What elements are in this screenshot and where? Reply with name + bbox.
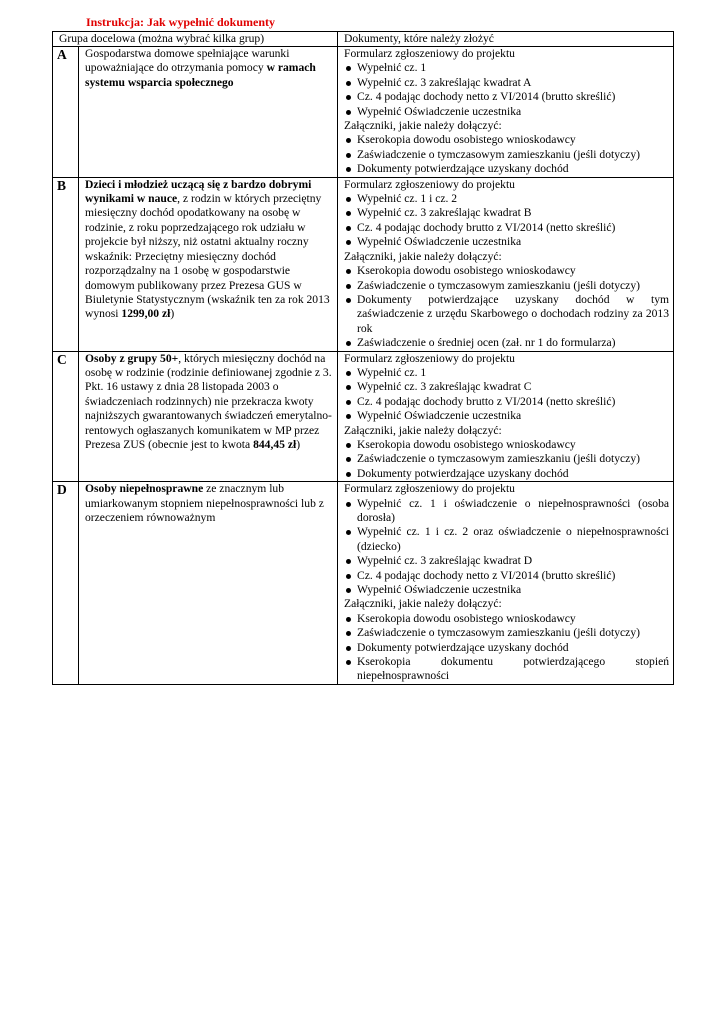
group-text: , z rodzin w których przeciętny miesięczny dochód opodatkowany na osobę w rodzinie, z roku poprzedzającego rok udziału w projekcie był niższy, niż ostatni aktualny roczny wskaźnik: Przeciętny miesięczny dochód rozporządzalny na 1 osobę w gospodarstwie domowym publikowany przez Prezesa GUS w Biuletynie Statystycznym (wskaźnik ten za rok 2013 wynosi <box>85 192 330 321</box>
form-label: Formularz zgłoszeniowy do projektu <box>344 482 515 496</box>
list-item: Wypełnić cz. 1 i cz. 2 oraz oświadczenie o niepełnosprawności (dziecko) <box>344 525 669 554</box>
list-item: Wypełnić cz. 1 i oświadczenie o niepełnosprawności (osoba dorosła) <box>344 497 669 526</box>
list-item: Dokumenty potwierdzające uzyskany dochód <box>344 467 669 481</box>
list-item: Wypełnić cz. 3 zakreślając kwadrat D <box>344 554 669 568</box>
list-item: Wypełnić cz. 3 zakreślając kwadrat C <box>344 380 669 394</box>
group-text: , których miesięczny dochód na osobę w rodzinie (rodzinie definiowanej zgodnie z 3. Pkt. 16 ustawy z dnia 28 listopada 2003 o świadczeniach rodzinnych) nie przekracza kwoty najniższych gwarantowanych świadczeń emerytalno- rentowych ogłaszanych komunikatem w MP przez Prezesa ZUS (obecnie jest to kwota <box>85 351 332 451</box>
row-letter: D <box>53 482 79 685</box>
list-item: Zaświadczenie o tymczasowym zamieszkaniu (jeśli dotyczy) <box>344 148 669 162</box>
attachment-items <box>344 612 669 684</box>
form-items <box>344 192 669 250</box>
documents-cell <box>338 177 674 351</box>
form-items <box>344 497 669 598</box>
list-item: Kserokopia dokumentu potwierdzającego stopień niepełnosprawności <box>344 655 669 684</box>
row-letter: C <box>53 351 79 482</box>
list-item: Zaświadczenie o tymczasowym zamieszkaniu (jeśli dotyczy) <box>344 626 669 640</box>
instructions-table <box>52 31 674 685</box>
list-item: Wypełnić Oświadczenie uczestnika <box>344 409 669 423</box>
form-label: Formularz zgłoszeniowy do projektu <box>344 47 515 60</box>
list-item: Dokumenty potwierdzające uzyskany dochód <box>344 641 669 655</box>
group-text-bold: Dzieci i młodzież uczącą się z bardzo dobrymi wynikami w nauce <box>85 177 312 206</box>
list-item: Dokumenty potwierdzające uzyskany dochód w tym zaświadczenie z urzędu Skarbowego o dochodach rodziny za 2013 rok <box>344 293 669 336</box>
list-item: Kserokopia dowodu osobistego wnioskodawcy <box>344 133 669 147</box>
documents-cell <box>338 351 674 482</box>
list-item: Wypełnić cz. 3 zakreślając kwadrat A <box>344 76 669 90</box>
list-item: Wypełnić cz. 3 zakreślając kwadrat B <box>344 206 669 220</box>
list-item: Wypełnić cz. 1 i cz. 2 <box>344 192 669 206</box>
attachment-items <box>344 264 669 350</box>
list-item: Kserokopia dowodu osobistego wnioskodawcy <box>344 612 669 626</box>
group-text-end: ) <box>170 307 175 321</box>
group-text-bold: w ramach systemu wsparcia społecznego <box>85 61 316 89</box>
group-description <box>79 482 338 685</box>
list-item: Zaświadczenie o tymczasowym zamieszkaniu (jeśli dotyczy) <box>344 279 669 293</box>
list-item: Dokumenty potwierdzające uzyskany dochód <box>344 162 669 176</box>
list-item: Kserokopia dowodu osobistego wnioskodawcy <box>344 264 669 278</box>
attachment-items <box>344 133 669 176</box>
table-row-c <box>53 351 674 482</box>
row-letter: A <box>53 47 79 178</box>
form-label: Formularz zgłoszeniowy do projektu <box>344 177 515 191</box>
list-item: Zaświadczenie o tymczasowym zamieszkaniu (jeśli dotyczy) <box>344 452 669 466</box>
row-letter: B <box>53 177 79 351</box>
group-text: ze znacznym lub umiarkowanym stopniem niepełnosprawności lub z orzeczeniem równoważnym <box>85 482 324 524</box>
form-items <box>344 61 669 119</box>
form-items <box>344 366 669 424</box>
group-description <box>79 351 338 482</box>
documents-cell <box>338 482 674 685</box>
group-text-bold: Osoby niepełnosprawne <box>85 482 204 496</box>
header-documents: Dokumenty, które należy złożyć <box>338 32 674 47</box>
list-item: Wypełnić cz. 1 <box>344 61 669 75</box>
list-item: Zaświadczenie o średniej ocen (zał. nr 1 do formularza) <box>344 336 669 350</box>
list-item: Cz. 4 podając dochody netto z VI/2014 (brutto skreślić) <box>344 90 669 104</box>
group-text-end: ) <box>296 437 301 451</box>
group-description <box>79 47 338 178</box>
attachment-items <box>344 438 669 481</box>
list-item: Cz. 4 podając dochody netto z VI/2014 (brutto skreślić) <box>344 569 669 583</box>
attachments-label: Załączniki, jakie należy dołączyć: <box>344 597 502 611</box>
header-row <box>53 32 674 47</box>
list-item: Wypełnić Oświadczenie uczestnika <box>344 235 669 249</box>
list-item: Wypełnić Oświadczenie uczestnika <box>344 583 669 597</box>
list-item: Wypełnić Oświadczenie uczestnika <box>344 105 669 119</box>
form-label: Formularz zgłoszeniowy do projektu <box>344 351 515 365</box>
list-item: Kserokopia dowodu osobistego wnioskodawcy <box>344 438 669 452</box>
list-item: Wypełnić cz. 1 <box>344 366 669 380</box>
attachments-label: Załączniki, jakie należy dołączyć: <box>344 119 502 133</box>
table-row-d <box>53 482 674 685</box>
group-description <box>79 177 338 351</box>
attachments-label: Załączniki, jakie należy dołączyć: <box>344 423 502 437</box>
list-item: Cz. 4 podając dochody brutto z VI/2014 (netto skreślić) <box>344 221 669 235</box>
page-title: Instrukcja: Jak wypełnić dokumenty <box>86 15 276 29</box>
group-text: Gospodarstwa domowe spełniające warunki upoważniające do otrzymania pomocy <box>85 47 290 75</box>
attachments-label: Załączniki, jakie należy dołączyć: <box>344 249 502 263</box>
list-item: Cz. 4 podając dochody brutto z VI/2014 (netto skreślić) <box>344 395 669 409</box>
header-group: Grupa docelowa (można wybrać kilka grup) <box>53 32 338 47</box>
table-row-b <box>53 177 674 351</box>
table-row-a <box>53 47 674 178</box>
documents-cell <box>338 47 674 178</box>
group-amount: 1299,00 zł <box>121 307 171 321</box>
group-amount: 844,45 zł <box>253 437 297 451</box>
group-text-bold: Osoby z grupy 50+ <box>85 351 179 365</box>
